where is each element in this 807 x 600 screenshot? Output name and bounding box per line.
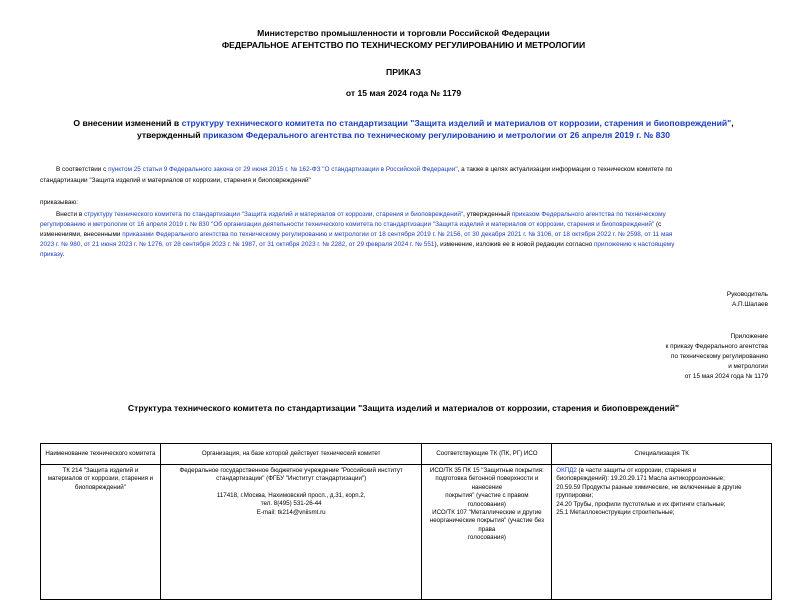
cell-org	[160, 465, 422, 600]
title-suffix: ,	[731, 118, 734, 128]
doc-type: ПРИКАЗ	[386, 67, 421, 77]
law-link[interactable]: пунктом 25 статьи 9 Федерального закона от 29 июня 2015 г. № 162-ФЗ "О стандартизации в Российской Федерации"	[108, 166, 458, 173]
iso-line6: голосования)	[467, 534, 506, 542]
org-line1: Федеральное государственное бюджетное учреждение "Российский институт	[179, 467, 403, 474]
org-address: 117418, г.Москва, Нахимовский просп., д.31, корп.2,	[216, 491, 366, 499]
title-structure-link[interactable]: структуру технического комитета по стандартизации "Защита изделий и материалов от коррозии, старения и биоповреждений"	[181, 118, 732, 128]
order-830-link-cont[interactable]: регулированию и метрологии от 16 апреля 2019 г. № 830 "Об организации деятельности технического комитета по стандартизации "Защита изделий и материалов от коррозии, старения и биоповреждений"	[40, 221, 655, 228]
appendix-line3: по техническому регулированию	[671, 353, 768, 360]
iso-line2: подготовка бетонной поверхности и нанесение	[435, 475, 539, 491]
appendix-line4: и метрологии	[728, 363, 768, 370]
para1-line2: стандартизации "Защита изделий и материалов от коррозии, старения и биоповреждений"	[40, 177, 311, 184]
para2-text: Внести в	[56, 211, 84, 218]
table-row	[41, 465, 772, 600]
order-title-line1	[0, 118, 807, 129]
okpd2-link[interactable]: ОКПД2	[556, 467, 577, 474]
doc-date-number: от 15 мая 2024 года № 1179	[345, 88, 462, 98]
title-prefix-2: утвержденный	[136, 130, 203, 140]
appendix-line5: от 15 мая 2024 года № 1179	[684, 373, 768, 380]
cell-iso	[422, 465, 552, 600]
cell-spec	[552, 465, 772, 600]
tk-structure-table	[40, 443, 772, 600]
para2-text-3: (с	[654, 221, 662, 228]
structure-title: Структура технического комитета по стандартизации "Защита изделий и материалов от коррозии, старения и биоповреждений"	[127, 403, 680, 413]
para2-line5	[40, 250, 64, 260]
col-header-iso: Соответствующие ТК (ПК, РГ) ИСО	[422, 444, 552, 465]
para1-text-2: , а также в целях актуализации информации о техническом комитете по	[457, 166, 673, 173]
order-title-line2	[0, 130, 807, 141]
spec-text: (в части защиты от коррозии, старения и	[576, 467, 697, 474]
spacer	[165, 484, 418, 492]
ministry-heading: Министерство промышленности и торговли Российской Федерации	[257, 28, 550, 38]
appendix-line2: к приказу Федерального агентства	[665, 343, 768, 350]
appendix-line1: Приложение	[730, 333, 768, 340]
order-word: приказываю:	[40, 199, 78, 206]
para2-text-4: изменениями, внесенными	[40, 231, 123, 238]
org-email: E-mail: tk214@vniismt.ru	[256, 508, 326, 516]
cell-tk-name: ТК 214 "Защита изделий и материалов от коррозии, старения и биоповреждений"	[41, 465, 161, 600]
para2-line3	[40, 230, 672, 240]
amend-orders-link[interactable]: приказами Федерального агентства по техническому регулированию и метрологии от 18 сентября 2019 г. № 2156, от 30 декабря 2021 г. № 3106, от 18 октября 2022 г. № 2598, от 11 мая	[122, 231, 673, 238]
signature-name: А.П.Шалаев	[731, 301, 768, 308]
order-830-link[interactable]: приказом Федерального агентства по техническому	[511, 211, 666, 218]
para1-line1	[56, 165, 672, 175]
appendix-link-cont[interactable]: приказу	[40, 251, 63, 258]
para2-line2	[40, 220, 661, 230]
spec-line4: группировки;	[556, 492, 594, 500]
spec-line6: 25.1 Металлоконструкции строительные;	[556, 509, 675, 517]
col-header-org: Организация, на базе которой действует технический комитет	[160, 444, 422, 465]
agency-heading: ФЕДЕРАЛЬНОЕ АГЕНТСТВО ПО ТЕХНИЧЕСКОМУ РЕГУЛИРОВАНИЮ И МЕТРОЛОГИИ	[221, 40, 586, 50]
org-line2: стандартизации" (ФГБУ "Институт стандартизации")	[216, 475, 367, 483]
para2-text-2: , утвержденный	[463, 211, 512, 218]
para2-line1	[56, 210, 666, 220]
para2-line4	[40, 240, 674, 250]
iso-line5: неорганические покрытия" (участие без права	[429, 517, 544, 533]
org-phone: тел. 8(495) 531-26-44	[260, 500, 322, 508]
spec-line2: биоповреждений): 19.20.29.171 Масла антикоррозионные;	[556, 475, 725, 483]
spec-line5: 24.20 Трубы, профили пустотелые и их фитинги стальные;	[556, 500, 726, 508]
spec-line3: 20.59.59 Продукты разные химические, не включенные в другие	[556, 483, 742, 491]
structure-link[interactable]: структуру технического комитета по стандартизации "Защита изделий и материалов от коррозии, старения и биоповреждений"	[83, 211, 464, 218]
para1-text: В соответствии с	[56, 166, 109, 173]
col-header-name: Наименование технического комитета	[41, 444, 161, 465]
iso-line3: покрытия" (участие с правом голосования)	[445, 492, 529, 508]
title-order-link[interactable]: приказом Федерального агентства по техническому регулированию и метрологии от 26 апреля 2019 г. № 830	[202, 130, 670, 140]
signature-role: Руководитель	[726, 291, 768, 298]
appendix-link[interactable]: приложению к настоящему	[593, 241, 675, 248]
table-header-row	[41, 444, 772, 465]
iso-line4: ИСО/ТК 107 "Металлические и другие	[432, 509, 542, 517]
col-header-spec: Специализация ТК	[552, 444, 772, 465]
amend-orders-link-cont[interactable]: 2023 г. № 980, от 21 июня 2023 г. № 1276, от 28 сентября 2023 г. № 1987, от 31 октября 2023 г. № 2282, от 29 февраля 2024 г. № 551	[40, 241, 435, 248]
title-prefix: О внесении изменений в	[73, 118, 182, 128]
para2-text-5: ), изменение, изложив ее в новой редакции согласно	[434, 241, 594, 248]
spec-line1	[556, 467, 767, 475]
iso-line1: ИСО/ТК 35 ПК 15 "Защитные покрытия:	[429, 467, 544, 474]
para2-text-6: .	[62, 251, 65, 258]
